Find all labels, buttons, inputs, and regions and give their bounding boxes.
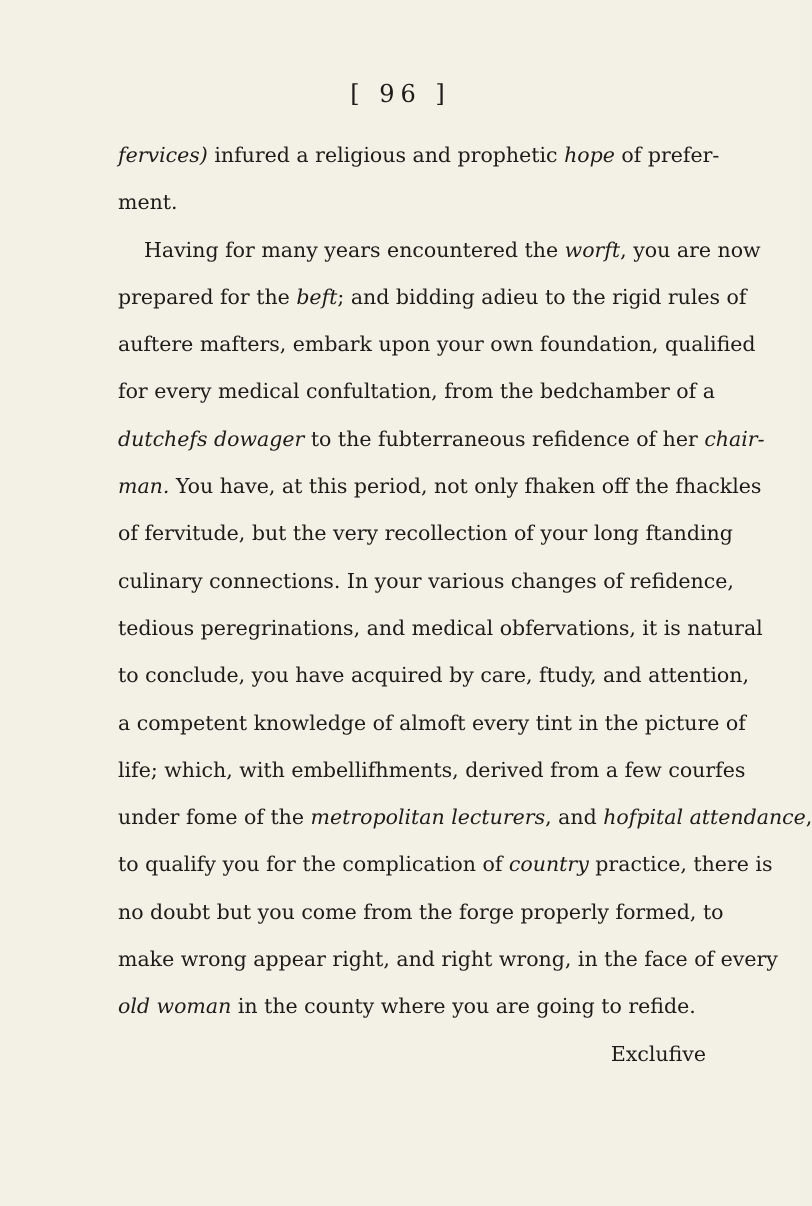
text-line: [118, 794, 812, 841]
italic-text: metropolitan lecturers: [310, 805, 546, 830]
italic-text: hope: [564, 143, 615, 167]
roman-text: make wrong appear right, and right wrong, in the face of every: [118, 947, 778, 972]
roman-text: a competent knowledge of almoft every tint in the picture of: [118, 710, 746, 735]
text-line: [118, 416, 765, 463]
italic-text: old woman: [118, 994, 232, 1019]
italic-text: country: [508, 852, 589, 877]
text-line: [118, 700, 746, 747]
text-body: [118, 132, 812, 1078]
roman-text: of fervitude, but the very recollection of your long ftanding: [118, 521, 733, 546]
roman-text: in the county where you are going to refide.: [231, 994, 696, 1019]
text-line: [118, 321, 756, 368]
text-line: [118, 747, 746, 794]
roman-text: to the fubterraneous refidence of her: [304, 426, 705, 451]
italic-text: man.: [118, 474, 170, 499]
roman-text: infured a religious and prophetic: [207, 143, 565, 167]
italic-text: dutchefs dowager: [118, 426, 305, 451]
roman-text: no doubt but you come from the forge properly formed, to: [118, 899, 724, 924]
text-line: [118, 889, 724, 936]
roman-text: ; and bidding adieu to the rigid rules of: [337, 284, 747, 309]
roman-text: culinary connections. In your various changes of refidence,: [118, 568, 734, 593]
roman-text: , and: [545, 805, 604, 830]
italic-text: hofpital attendance: [603, 805, 806, 830]
roman-text: of prefer-: [614, 143, 720, 167]
italic-text: fervices): [118, 143, 208, 167]
text-line: [118, 983, 706, 1030]
text-line: [118, 605, 763, 652]
roman-text: tedious peregrinations, and medical obfervations, it is natural: [118, 615, 763, 640]
text-line: [118, 510, 733, 557]
roman-text: , you are now: [620, 237, 761, 262]
text-line: [118, 936, 778, 983]
page-number: [ 96 ]: [350, 80, 451, 108]
roman-text: Having for many years encountered the: [144, 237, 565, 262]
text-line: [118, 652, 749, 699]
italic-text: chair-: [704, 426, 765, 451]
text-line: [118, 368, 715, 415]
italic-text: worft: [564, 237, 621, 262]
roman-text: ment.: [118, 190, 178, 215]
roman-text: You have, at this period, not only fhaken off the fhackles: [169, 474, 762, 499]
text-line: [118, 558, 734, 605]
text-line: [118, 179, 706, 226]
roman-text: practice, there is: [588, 852, 773, 877]
text-line: [118, 132, 720, 179]
text-line: [118, 463, 762, 510]
roman-text: prepared for the: [118, 284, 297, 309]
text-line: [118, 841, 773, 888]
catchword: Exclufive: [610, 1041, 706, 1066]
roman-text: to qualify you for the complication of: [118, 852, 509, 877]
roman-text: life; which, with embellifhments, derived from a few courfes: [118, 757, 746, 782]
roman-text: under fome of the: [118, 805, 311, 830]
roman-text: to conclude, you have acquired by care, ftudy, and attention,: [118, 663, 749, 688]
roman-text: ,: [805, 805, 812, 830]
roman-text: for every medical confultation, from the bedchamber of a: [118, 379, 715, 404]
text-line: [118, 227, 761, 274]
roman-text: auftere mafters, embark upon your own foundation, qualified: [118, 332, 756, 357]
text-line: [118, 274, 747, 321]
italic-text: beft: [296, 284, 338, 309]
